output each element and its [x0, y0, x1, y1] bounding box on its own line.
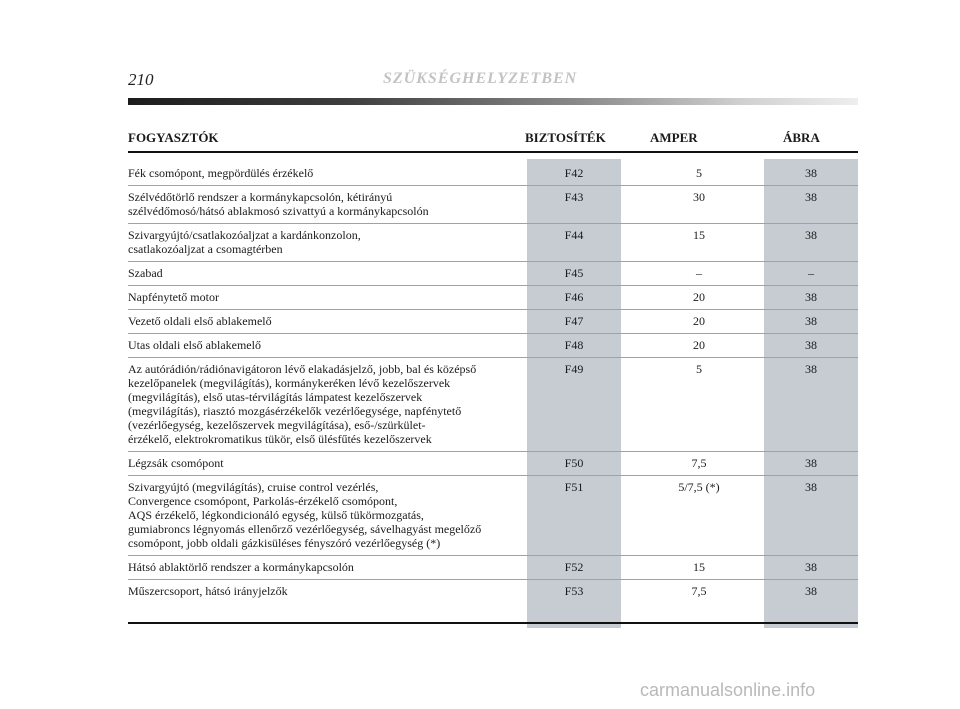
- fuse-cell: F50: [564, 456, 584, 470]
- amper-cell: –: [696, 266, 702, 280]
- consumer-description-line: Szabad: [128, 266, 163, 280]
- consumer-description-line: Utas oldali első ablakemelő: [128, 338, 261, 352]
- consumer-description: [128, 480, 508, 550]
- amper-cell: 5: [696, 362, 702, 376]
- consumer-description-line: Szivargyújtó (megvilágítás), cruise control vezérlés,: [128, 480, 379, 494]
- consumer-description-line: Convergence csomópont, Parkolás-érzékelő csomópont,: [128, 494, 398, 508]
- amper-cell: 15: [693, 560, 705, 574]
- consumer-description-line: csatlakozóaljzat a csomagtérben: [128, 242, 283, 256]
- table-row: [128, 262, 858, 286]
- page-number: 210: [128, 70, 154, 89]
- amper-cell: 5/7,5 (*): [678, 480, 720, 494]
- watermark: carmanualsonline.info: [640, 680, 816, 700]
- consumer-description-line: Szivargyújtó/csatlakozóaljzat a kardánkonzolon,: [128, 228, 361, 242]
- fuse-cell: F45: [564, 266, 584, 280]
- consumer-description-line: Szélvédőtörlő rendszer a kormánykapcsolón, kétirányú: [128, 190, 393, 204]
- figure-cell: 38: [805, 190, 817, 204]
- figure-cell: 38: [805, 338, 817, 352]
- consumer-description: [128, 314, 508, 328]
- figure-cell: 38: [805, 228, 817, 242]
- col-header-amper: AMPER: [650, 130, 698, 145]
- figure-cell: 38: [805, 362, 817, 376]
- fuse-cell: F46: [564, 290, 584, 304]
- table-row: [128, 580, 858, 622]
- col-header-fuse: BIZTOSÍTÉK: [525, 130, 606, 145]
- fuse-cell: F43: [564, 190, 584, 204]
- figure-cell: –: [808, 266, 814, 280]
- table-row: [128, 310, 858, 334]
- col-header-consumers: FOGYASZTÓK: [128, 130, 219, 145]
- figure-cell: 38: [805, 166, 817, 180]
- fuse-cell: F52: [564, 560, 584, 574]
- amper-cell: 7,5: [691, 456, 707, 470]
- table-row: [128, 186, 858, 224]
- col-header-figure: ÁBRA: [783, 130, 820, 145]
- consumer-description-line: csomópont, jobb oldali gázkisüléses fényszóró vezérlőegység (*): [128, 536, 441, 550]
- table-row: [128, 476, 858, 556]
- figure-cell: 38: [805, 560, 817, 574]
- table-row: [128, 162, 858, 186]
- consumer-description-line: Napfénytető motor: [128, 290, 219, 304]
- amper-cell: 20: [693, 314, 705, 328]
- table-body: [128, 162, 858, 624]
- consumer-description-line: Műszercsoport, hátsó irányjelzők: [128, 584, 288, 598]
- figure-cell: 38: [805, 456, 817, 470]
- consumer-description-line: szélvédőmosó/hátsó ablakmosó szivattyú a kormánykapcsolón: [128, 204, 429, 218]
- amper-cell: 15: [693, 228, 705, 242]
- consumer-description-line: kezelőpanelek (megvilágítás), kormánykeréken lévő kezelőszervek: [128, 376, 451, 390]
- consumer-description: [128, 584, 508, 598]
- consumer-description-line: (megvilágítás), riasztó mozgásérzékelők vezérlőegysége, napfénytető: [128, 404, 462, 418]
- consumer-description-line: (megvilágítás), első utas-térvilágítás lámpatest kezelőszervek: [128, 390, 423, 404]
- table-row: [128, 556, 858, 580]
- fuse-cell: F48: [564, 338, 584, 352]
- amper-cell: 7,5: [691, 584, 707, 598]
- consumer-description-line: Fék csomópont, megpördülés érzékelő: [128, 166, 314, 180]
- figure-cell: 38: [805, 314, 817, 328]
- consumer-description: [128, 228, 508, 256]
- table-row: [128, 224, 858, 262]
- consumer-description-line: érzékelő, elektrokromatikus tükör, első ülésfűtés kezelőszervek: [128, 432, 432, 446]
- consumer-description: [128, 456, 508, 470]
- amper-cell: 30: [693, 190, 705, 204]
- consumer-description-line: Vezető oldali első ablakemelő: [128, 314, 272, 328]
- figure-cell: 38: [805, 290, 817, 304]
- consumer-description-line: AQS érzékelő, légkondicionáló egység, külső tükörmozgatás,: [128, 508, 424, 522]
- amper-cell: 20: [693, 290, 705, 304]
- consumer-description: [128, 266, 508, 280]
- figure-cell: 38: [805, 584, 817, 598]
- fuse-cell: F51: [564, 480, 584, 494]
- fuse-table: [128, 123, 858, 624]
- consumer-description: [128, 362, 508, 446]
- consumer-description-line: Légzsák csomópont: [128, 456, 224, 470]
- consumer-description-line: (vezérlőegység, kezelőszervek megvilágítása), eső-/szürkület-: [128, 418, 426, 432]
- fuse-cell: F47: [564, 314, 584, 328]
- fuse-cell: F49: [564, 362, 584, 376]
- section-title: SZÜKSÉGHELYZETBEN: [383, 70, 578, 87]
- table-row: [128, 286, 858, 310]
- consumer-description: [128, 290, 508, 304]
- amper-cell: 20: [693, 338, 705, 352]
- table-row: [128, 358, 858, 452]
- consumer-description: [128, 560, 508, 574]
- table-row: [128, 334, 858, 358]
- fuse-cell: F42: [564, 166, 584, 180]
- table-header: [128, 123, 858, 153]
- consumer-description-line: Hátsó ablaktörlő rendszer a kormánykapcsolón: [128, 560, 354, 574]
- fuse-cell: F53: [564, 584, 584, 598]
- consumer-description: [128, 166, 508, 180]
- consumer-description-line: Az autórádión/rádiónavigátoron lévő elakadásjelző, jobb, bal és középső: [128, 362, 477, 376]
- consumer-description: [128, 338, 508, 352]
- table-row: [128, 452, 858, 476]
- figure-cell: 38: [805, 480, 817, 494]
- header-gradient-bar: [128, 98, 858, 105]
- consumer-description: [128, 190, 508, 218]
- fuse-cell: F44: [564, 228, 584, 242]
- amper-cell: 5: [696, 166, 702, 180]
- consumer-description-line: gumiabroncs légnyomás ellenőrző vezérlőegység, sávelhagyást megelőző: [128, 522, 482, 536]
